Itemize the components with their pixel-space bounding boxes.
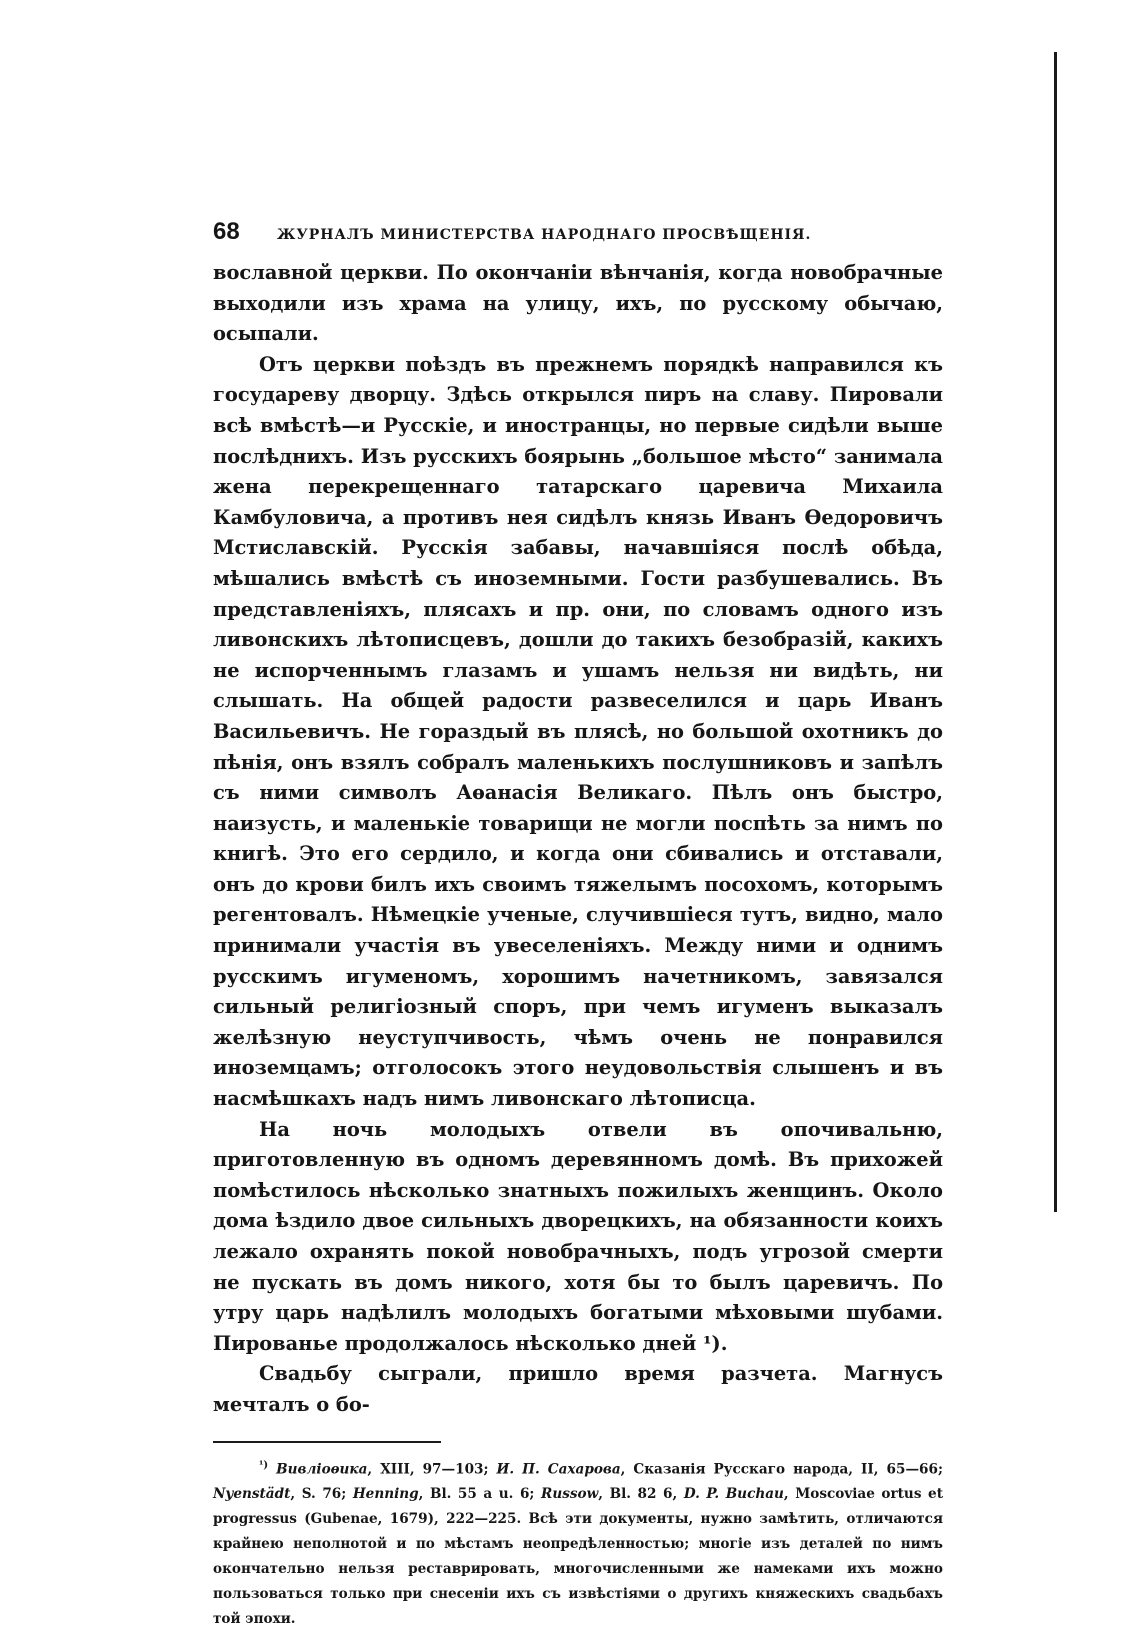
footnote-text-1: , XIII, 97—103; xyxy=(367,1461,497,1478)
running-title: ЖУРНАЛЪ МИНИСТЕРСТВА НАРОДНАГО ПРОСВѢЩЕНІЯ. xyxy=(277,227,812,243)
footnote-source-3: Nyenstädt xyxy=(213,1486,291,1503)
footnote-text-6: , Moscoviae ortus et progressus (Gubenae, 1679), 222—225. Всѣ эти документы, нужно замѣтить, отличаются крайнею неполнотой и по мѣстамъ неопредѣленностью; многіе изъ деталей по нимъ окончательно нельзя реставрировать, многочисленными же намеками ихъ можно пользоваться только при снесеніи ихъ съ извѣстіями о другихъ княжескихъ свадьбахъ той эпохи. xyxy=(213,1486,943,1628)
paragraph-3: На ночь молодыхъ отвели въ опочивальню, приготовленную въ одномъ деревянномъ домѣ. Въ прихожей помѣстилось нѣсколько знатныхъ пожилыхъ женщинъ. Около дома ѣздило двое сильныхъ дворецкихъ, на обязанности коихъ лежало охранять покой новобрачныхъ, подъ угрозой смерти не пускать въ домъ никого, хотя бы то былъ царевичъ. По утру царь надѣлилъ молодыхъ богатыми мѣховыми шубами. Пированье продолжалось нѣсколько дней ¹). xyxy=(213,1117,943,1355)
book-page xyxy=(213,218,943,1632)
footnote-source-4: Henning xyxy=(352,1486,419,1503)
binding-edge-line xyxy=(1054,52,1057,1212)
footnote-source-6: D. P. Buchau xyxy=(683,1486,784,1503)
page-header xyxy=(213,218,943,258)
paragraph-4: Свадьбу сыграли, пришло время разчета. Магнусъ мечталъ о бо- xyxy=(213,1362,943,1416)
footnote-source-1: Вивліоѳика xyxy=(276,1461,368,1478)
footnote-source-5: Russow xyxy=(541,1486,599,1503)
footnote-source-2: И. П. Сахарова xyxy=(496,1461,621,1478)
footnote-text-2: , Сказанія Русскаго народа, II, 65—66; xyxy=(620,1461,943,1478)
footnote-text-5: , Bl. 82 6, xyxy=(598,1486,684,1503)
paragraph-2: Отъ церкви поѣздъ въ прежнемъ порядкѣ направился къ государеву дворцу. Здѣсь открылся пиръ на славу. Пировали всѣ вмѣстѣ—и Русскіе, и иностранцы, но первые сидѣли выше послѣднихъ. Изъ русскихъ боярынь „большое мѣсто“ занимала жена перекрещеннаго татарскаго царевича Михаила Камбуловича, а противъ нея сидѣлъ князь Иванъ Ѳедоровичъ Мстиславскій. Русскія забавы, начавшіяся послѣ обѣда, мѣшались вмѣстѣ съ иноземными. Гости разбушевались. Въ представленіяхъ, плясахъ и пр. они, по словамъ одного изъ ливонскихъ лѣтописцевъ, дошли до такихъ безобразій, какихъ не испорченнымъ глазамъ и ушамъ нельзя ни видѣть, ни слышать. На общей радости развеселился и царь Иванъ Васильевичъ. Не гораздый въ плясѣ, но большой охотникъ до пѣнія, онъ взялъ собралъ маленькихъ послушниковъ и запѣлъ съ ними символъ Аѳанасія Великаго. Пѣлъ онъ быстро, наизусть, и маленькіе товарищи не могли поспѣть за нимъ по книгѣ. Это его сердило, и когда они сбивались и отставали, онъ до крови билъ ихъ своимъ тяжелымъ посохомъ, которымъ регентовалъ. Нѣмецкіе ученые, случившіеся тутъ, видно, мало принимали участія въ увеселеніяхъ. Между ними и однимъ русскимъ игуменомъ, хорошимъ начетникомъ, завязался сильный религіозный споръ, при чемъ игуменъ выказалъ желѣзную неуступчивость, чѣмъ очень не понравился иноземцамъ; отголосокъ этого неудовольствія слышенъ и въ насмѣшкахъ надъ нимъ ливонскаго лѣтописца. xyxy=(213,352,943,1111)
footnote-divider xyxy=(213,1441,441,1443)
page-number: 68 xyxy=(213,218,240,245)
footnote-text-3: , S. 76; xyxy=(290,1486,353,1503)
footnote-marker: ¹) xyxy=(259,1459,269,1471)
footnote-text-4: , Bl. 55 a u. 6; xyxy=(418,1486,542,1503)
body-text xyxy=(213,258,943,1421)
footnote xyxy=(213,1453,943,1632)
paragraph-1: вославной церкви. По окончаніи вѣнчанія, когда новобрачные выходили изъ храма на улицу, ихъ, по русскому обычаю, осыпали. xyxy=(213,261,943,346)
